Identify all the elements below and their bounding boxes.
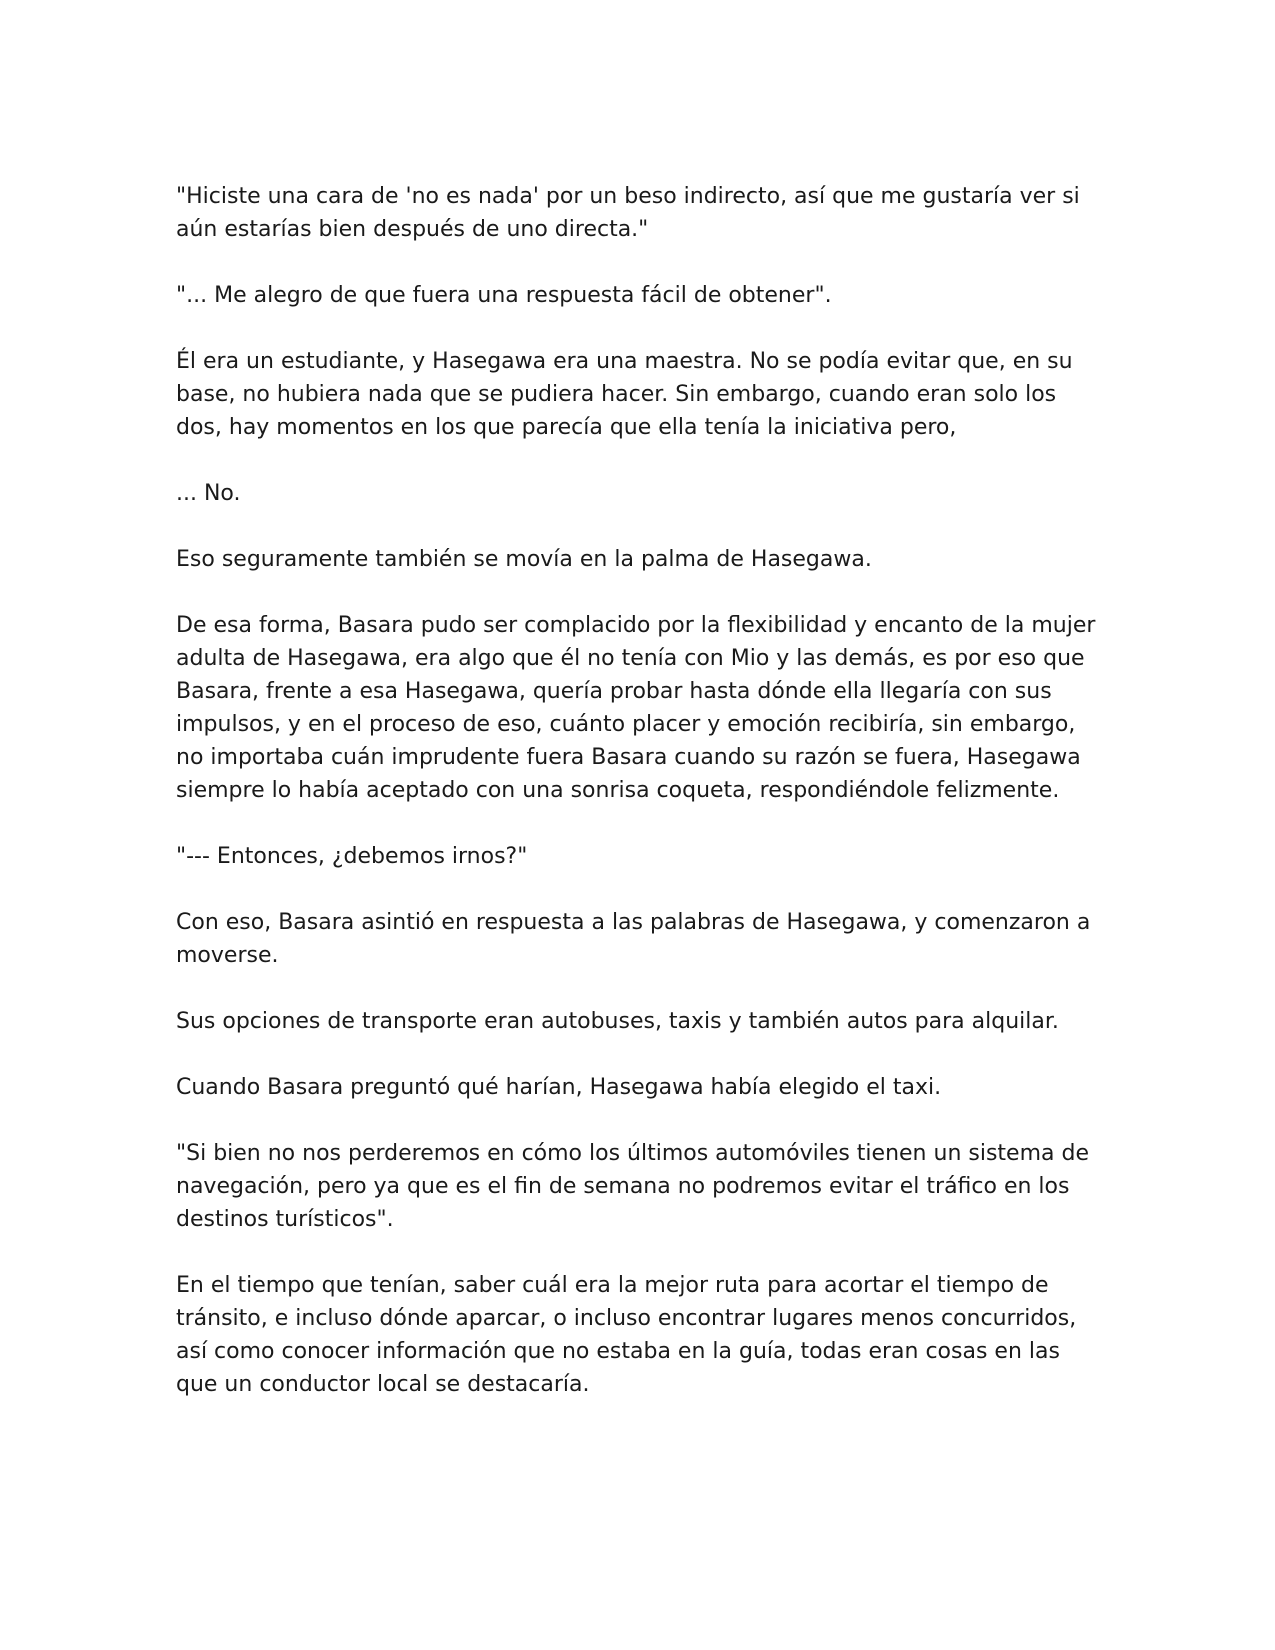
paragraph: Con eso, Basara asintió en respuesta a las palabras de Hasegawa, y comenzaron a moverse. xyxy=(176,910,1091,968)
paragraph: Eso seguramente también se movía en la palma de Hasegawa. xyxy=(176,547,872,572)
paragraph: "Hiciste una cara de 'no es nada' por un beso indirecto, así que me gustaría ver si aún estarías bien después de uno directa." xyxy=(176,184,1080,242)
paragraph: "... Me alegro de que fuera una respuesta fácil de obtener". xyxy=(176,283,832,308)
paragraph: De esa forma, Basara pudo ser complacido por la flexibilidad y encanto de la mujer adulta de Hasegawa, era algo que él no tenía con Mio y las demás, es por eso que Basara, frente a esa Hasegawa, quería probar hasta dónde ella llegaría con sus impulsos, y en el proceso de eso, cuánto placer y emoción recibiría, sin embargo, no importaba cuán imprudente fuera Basara cuando su razón se fuera, Hasegawa siempre lo había aceptado con una sonrisa coqueta, respondiéndole felizmente. xyxy=(176,613,1096,803)
paragraph: ... No. xyxy=(176,481,241,506)
paragraph: Él era un estudiante, y Hasegawa era una maestra. No se podía evitar que, en su base, no hubiera nada que se pudiera hacer. Sin embargo, cuando eran solo los dos, hay momentos en los que parecía que ella tenía la iniciativa pero, xyxy=(176,349,1073,440)
paragraph: En el tiempo que tenían, saber cuál era la mejor ruta para acortar el tiempo de tránsito, e incluso dónde aparcar, o incluso encontrar lugares menos concurridos, así como conocer información que no estaba en la guía, todas eran cosas en las que un conductor local se destacaría. xyxy=(176,1273,1077,1397)
paragraph: Cuando Basara preguntó qué harían, Hasegawa había elegido el taxi. xyxy=(176,1075,942,1100)
document-body xyxy=(176,180,1106,1434)
paragraph: "--- Entonces, ¿debemos irnos?" xyxy=(176,844,528,869)
paragraph: "Si bien no nos perderemos en cómo los últimos automóviles tienen un sistema de navegación, pero ya que es el fin de semana no podremos evitar el tráfico en los destinos turísticos". xyxy=(176,1141,1089,1232)
paragraph: Sus opciones de transporte eran autobuses, taxis y también autos para alquilar. xyxy=(176,1009,1059,1034)
